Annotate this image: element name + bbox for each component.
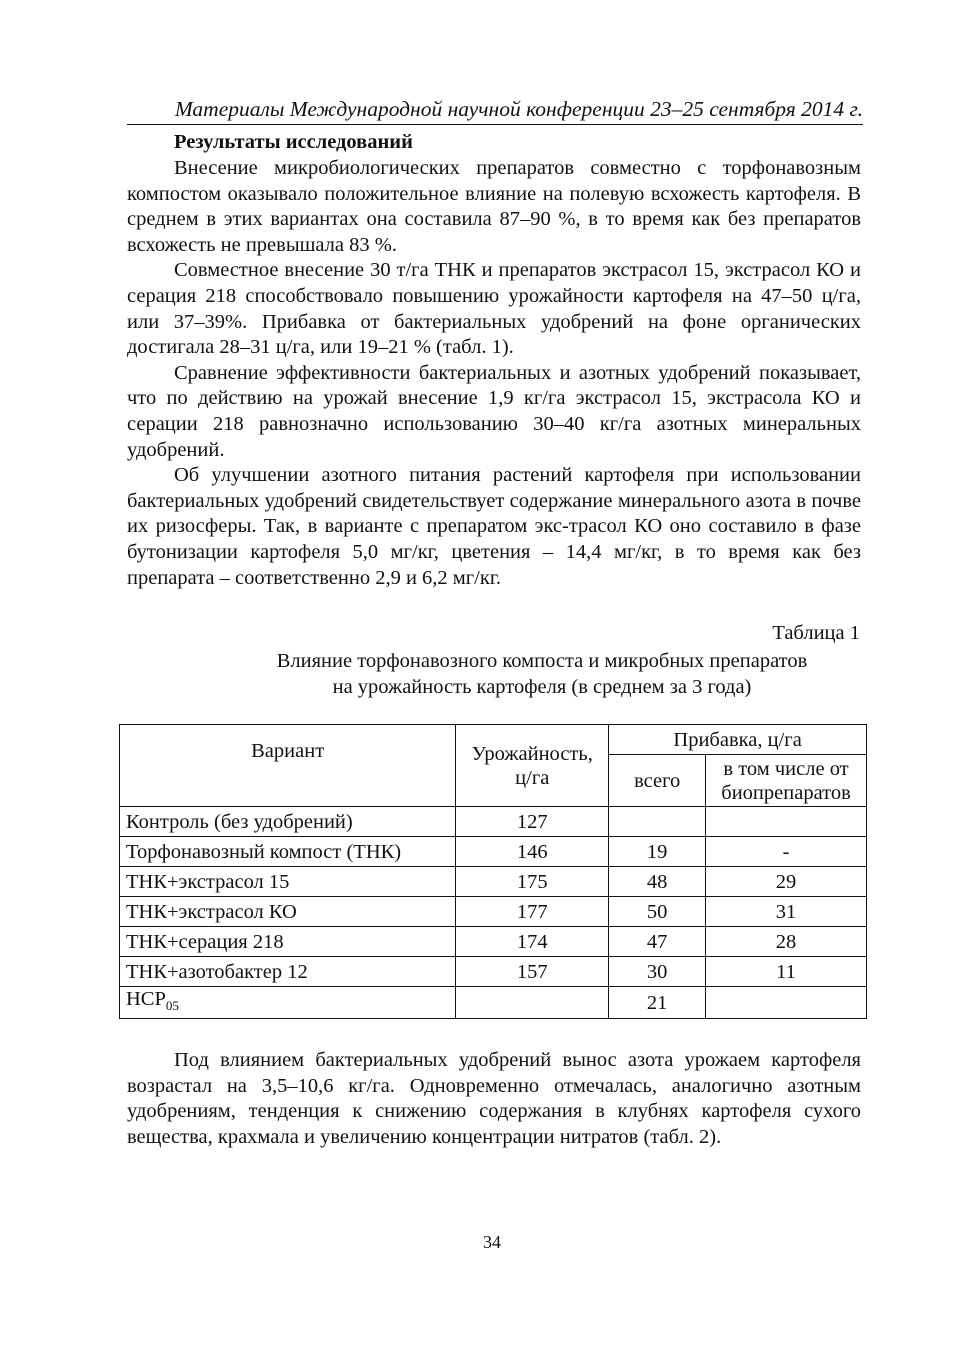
cell-yield: 157 <box>456 957 609 987</box>
lsd-label-text: НСР <box>126 988 166 1010</box>
cell-bio <box>706 807 867 837</box>
cell-bio: 28 <box>706 927 867 957</box>
cell-yield: 174 <box>456 927 609 957</box>
table-row-lsd <box>120 987 867 1019</box>
cell-yield: 146 <box>456 837 609 867</box>
yield-table <box>119 724 867 1019</box>
table-row <box>120 807 867 837</box>
section-heading: Результаты исследований <box>174 131 413 153</box>
cell-variant: ТНК+серация 218 <box>120 927 456 957</box>
cell-yield: 175 <box>456 867 609 897</box>
cell-variant: ТНК+азотобактер 12 <box>120 957 456 987</box>
paragraph: Под влиянием бактериальных удобрений вынос азота урожаем картофеля возрастал на 3,5–10,6 кг/га. Одновременно отмечалась, аналогично азотным удобрениям, тенденция к снижению содержания в клубнях картофеля сухого вещества, крахмала и увеличению концентрации нитратов (табл. 2). <box>127 1049 861 1148</box>
lsd-subscript: 05 <box>165 998 179 1014</box>
paragraph: Об улучшении азотного питания растений картофеля при использовании бактериальных удобрений свидетельствует содержание минерального азота в почве их ризосферы. Так, в варианте с препаратом экс-трасол КО оно составило в фазе бутонизации картофеля 5,0 мг/кг, цветения – 14,4 мг/кг, в то время как без препарата – соответственно 2,9 и 6,2 мг/кг. <box>127 464 861 589</box>
cell-variant: Торфонавозный компост (ТНК) <box>120 837 456 867</box>
table-caption-line: на урожайность картофеля (в среднем за 3 года) <box>332 676 752 698</box>
paragraph: Совместное внесение 30 т/га ТНК и препаратов экстрасол 15, экстрасол КО и серация 218 способствовало повышению урожайности картофеля на 47–50 ц/га, или 37–39%. Прибавка от бактериальных удобрений на фоне органических достигала 28–31 ц/га, или 19–21 % (табл. 1). <box>127 259 861 359</box>
cell-total: 47 <box>609 927 706 957</box>
body-text <box>127 156 861 591</box>
cell-yield: 177 <box>456 897 609 927</box>
cell-lsd-label <box>120 987 456 1019</box>
cell-variant: Контроль (без удобрений) <box>120 807 456 837</box>
cell-total: 48 <box>609 867 706 897</box>
closing-text <box>127 1048 861 1150</box>
cell-yield: 127 <box>456 807 609 837</box>
table-caption-line: Влияние торфонавозного компоста и микробных препаратов <box>276 650 808 672</box>
cell-total: 30 <box>609 957 706 987</box>
cell-variant: ТНК+экстрасол 15 <box>120 867 456 897</box>
header-increase: Прибавка, ц/га <box>609 725 867 755</box>
cell-variant: ТНК+экстрасол КО <box>120 897 456 927</box>
table-row <box>120 927 867 957</box>
cell-bio <box>706 987 867 1019</box>
cell-yield <box>456 987 609 1019</box>
header-total: всего <box>609 755 706 807</box>
table-row <box>120 837 867 867</box>
header-bio: в том числе от биопрепаратов <box>706 755 867 807</box>
running-header: Материалы Международной научной конференции 23–25 сентября 2014 г. <box>174 97 863 121</box>
cell-lsd-total: 21 <box>609 987 706 1019</box>
table-caption <box>127 648 956 700</box>
cell-bio: - <box>706 837 867 867</box>
table-row <box>120 957 867 987</box>
paragraph: Сравнение эффективности бактериальных и азотных удобрений показывает, что по действию на урожай внесение 1,9 кг/га экстрасол 15, экстрасола КО и серации 218 равнозначно использованию 30–40 кг/га азотных минеральных удобрений. <box>127 361 861 461</box>
cell-bio: 11 <box>706 957 867 987</box>
table-label: Таблица 1 <box>772 622 860 644</box>
paragraph: Внесение микробиологических препаратов совместно с торфонавозным компостом оказывало положительное влияние на полевую всхожесть картофеля. В среднем в этих вариантах она составила 87–90 %, в то время как без препаратов всхожесть не превышала 83 %. <box>127 157 861 256</box>
header-rule <box>127 124 863 125</box>
cell-total: 19 <box>609 837 706 867</box>
table-row <box>120 867 867 897</box>
header-yield: Урожайность, ц/га <box>456 725 609 807</box>
header-variant: Вариант <box>120 725 456 807</box>
cell-bio: 31 <box>706 897 867 927</box>
table-row <box>120 897 867 927</box>
page-number: 34 <box>483 1232 501 1252</box>
cell-total <box>609 807 706 837</box>
cell-bio: 29 <box>706 867 867 897</box>
cell-total: 50 <box>609 897 706 927</box>
